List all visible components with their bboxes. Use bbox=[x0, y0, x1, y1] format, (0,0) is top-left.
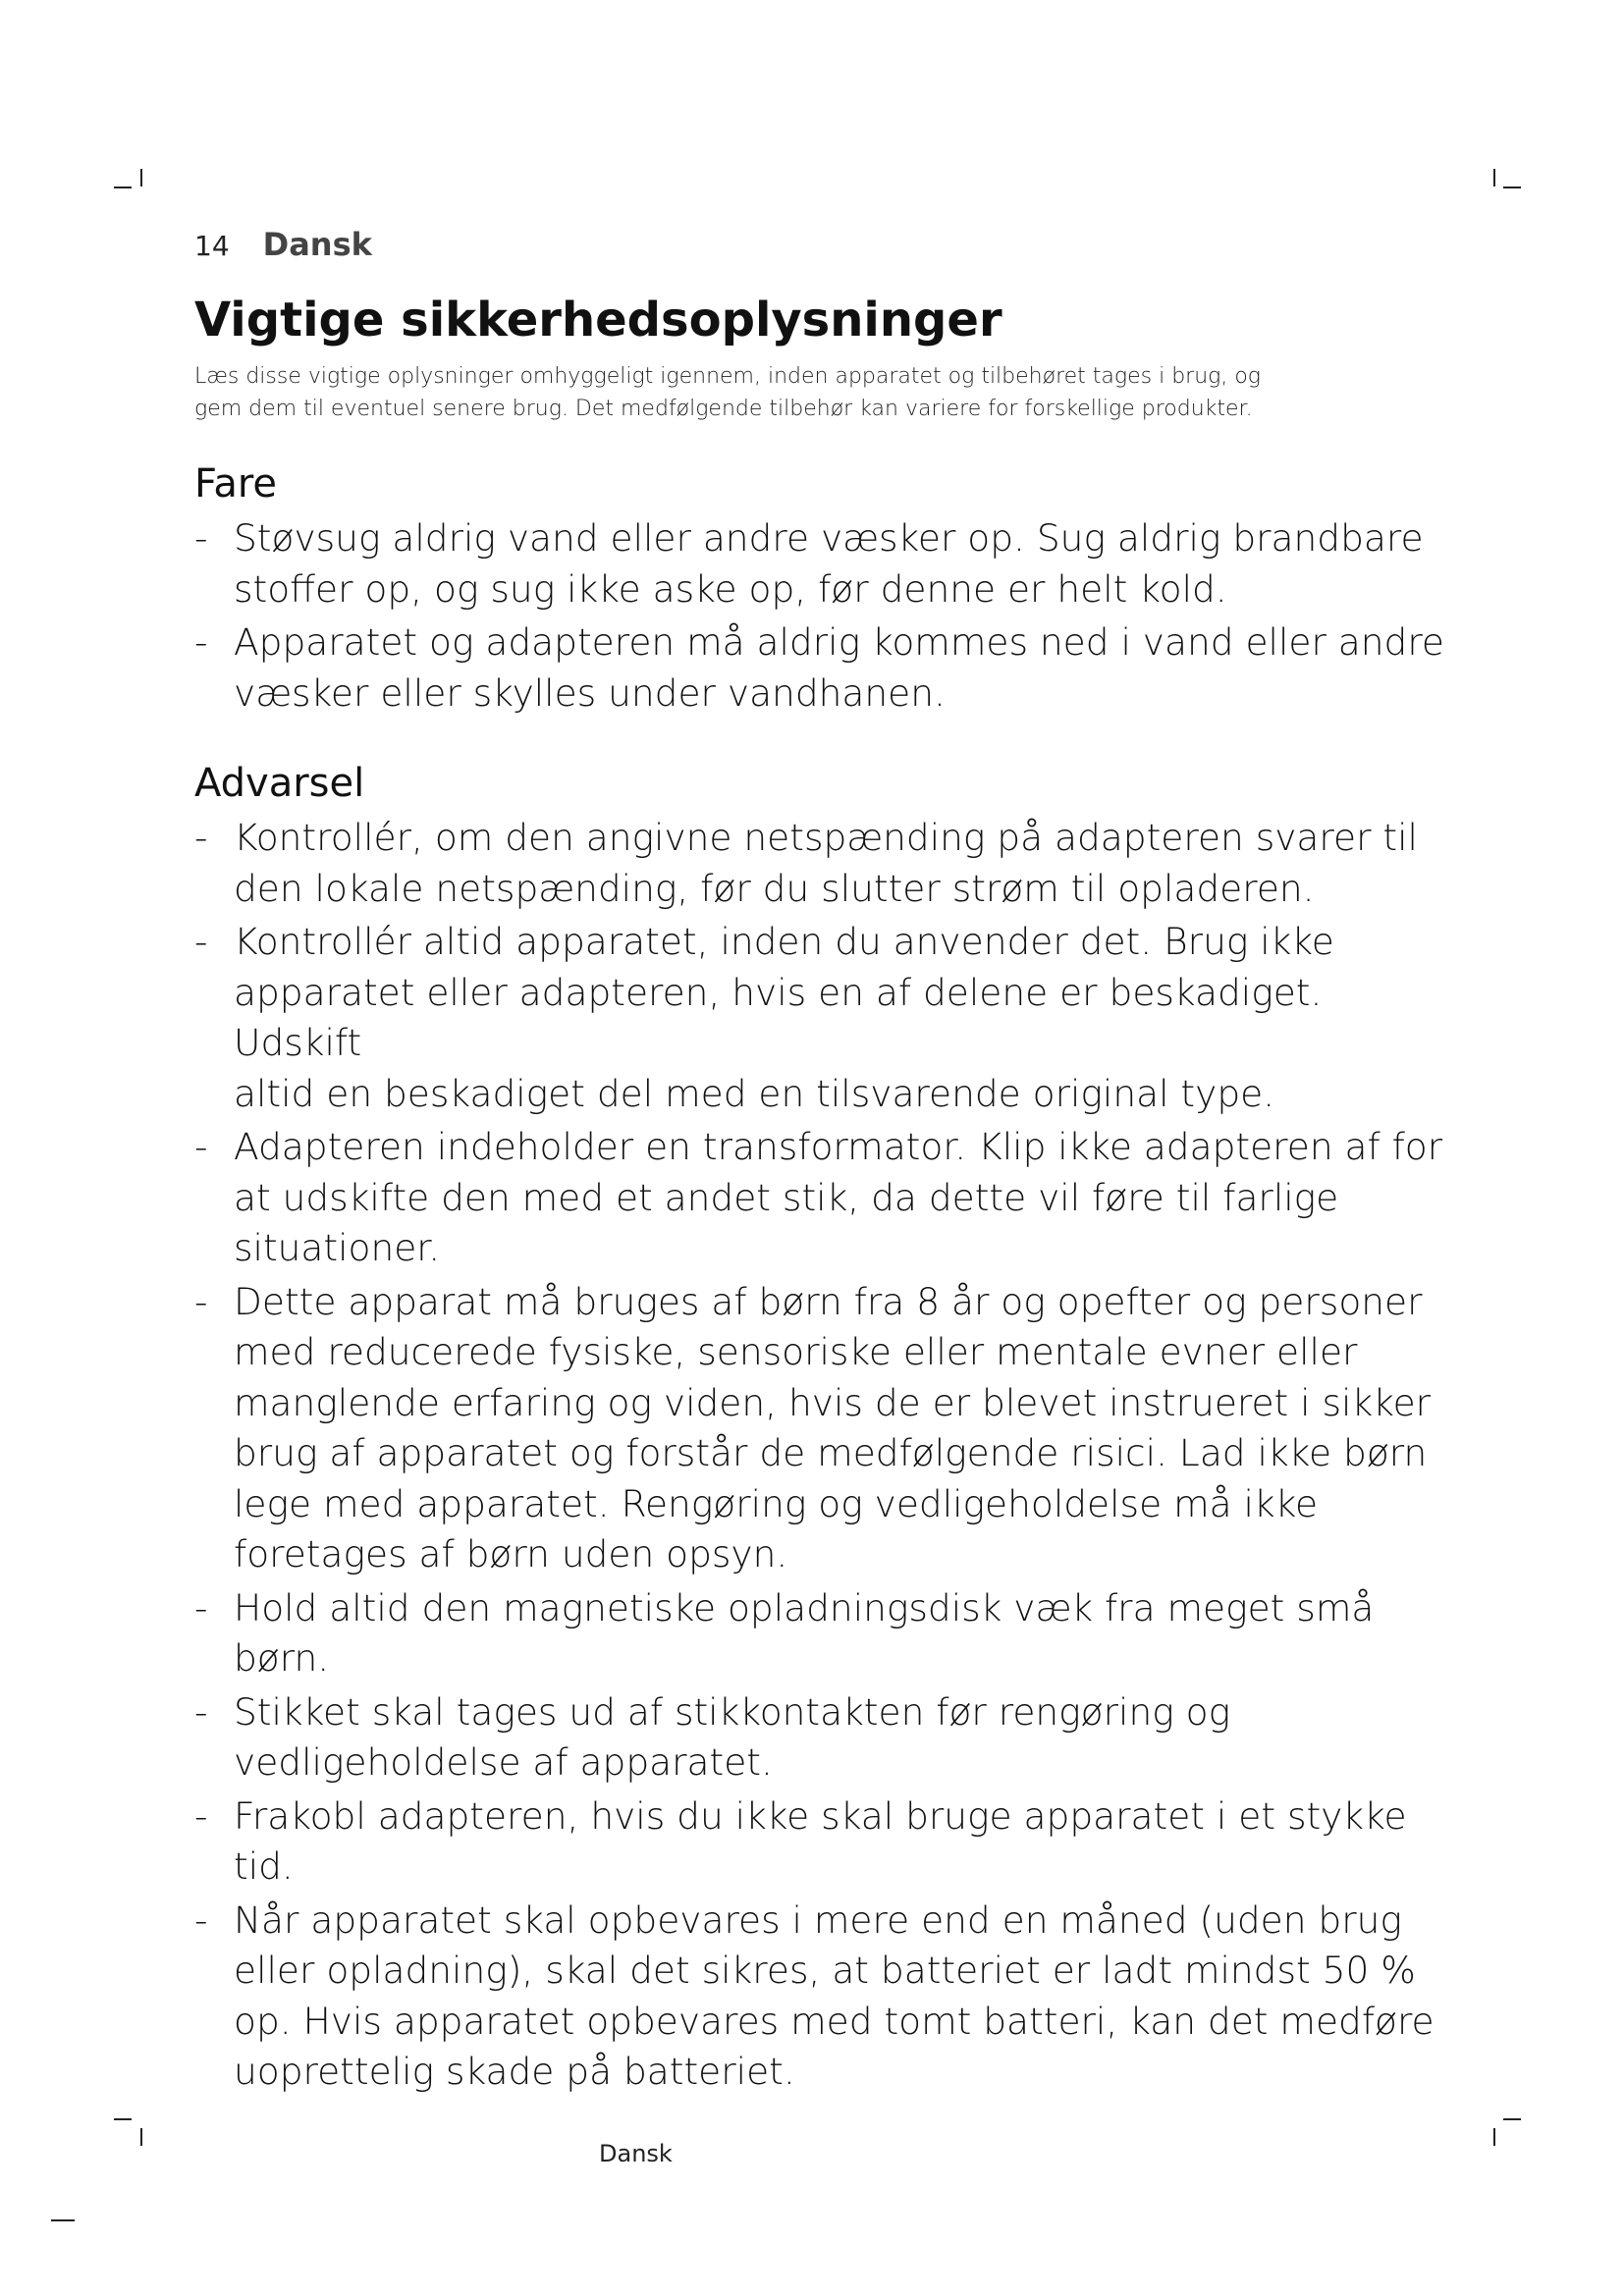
bullet-dash: - bbox=[194, 1689, 208, 1734]
bullet-dash: - bbox=[194, 620, 208, 664]
list-item bbox=[194, 1277, 1446, 1580]
bullet-dash: - bbox=[194, 516, 208, 560]
list-item-line: væsker eller skylles under vandhanen. bbox=[234, 670, 946, 715]
crop-mark-top-right-v bbox=[1493, 169, 1495, 187]
crop-mark-top-right-h bbox=[1503, 187, 1521, 188]
crop-mark-bottom-right-v bbox=[1493, 2128, 1495, 2146]
list-item-line: manglende erfaring og viden, hvis de er blevet instrueret i sikker bbox=[234, 1380, 1432, 1424]
list-item-line: Hold altid den magnetiske opladningsdisk væk fra meget små bbox=[234, 1585, 1375, 1629]
list-item-line: Kontrollér altid apparatet, inden du anvender det. Brug ikke bbox=[234, 920, 1334, 963]
list-item bbox=[194, 1896, 1446, 2098]
intro-line: Læs disse vigtige oplysninger omhyggeligt igennem, inden apparatet og tilbehøret tages i brug, og bbox=[194, 364, 1261, 389]
page-content bbox=[194, 288, 1446, 2101]
list-item-line: situationer. bbox=[234, 1226, 441, 1269]
list-item-line: Adapteren indeholder en transformator. Klip ikke adapteren af for bbox=[234, 1125, 1443, 1168]
page-number: 14 bbox=[194, 230, 230, 262]
list-item bbox=[194, 1122, 1446, 1274]
list-item-line: eller opladning), skal det sikres, at batteriet er ladt mindst 50 % bbox=[234, 1949, 1416, 1992]
list-item-line: Dette apparat må bruges af børn fra 8 år og opefter og personer bbox=[234, 1279, 1423, 1323]
section-title: Fare bbox=[194, 461, 278, 507]
list-item-line: Apparatet og adapteren må aldrig kommes ned i vand eller andre bbox=[234, 620, 1444, 664]
list-item-line: op. Hvis apparatet opbevares med tomt batteri, kan det medføre bbox=[234, 1999, 1435, 2043]
list-item-line: at udskifte den med et andet stik, da dette vil føre til farlige bbox=[234, 1175, 1339, 1219]
list-item bbox=[194, 917, 1446, 1119]
list-item-line: vedligeholdelse af apparatet. bbox=[234, 1740, 773, 1784]
list-item bbox=[194, 617, 1446, 719]
section-title: Advarsel bbox=[194, 761, 365, 806]
list-item-line: foretages af børn uden opsyn. bbox=[234, 1532, 788, 1575]
crop-mark-top-left-v bbox=[140, 169, 142, 187]
list-item-line: børn. bbox=[234, 1636, 330, 1680]
list-item-line: apparatet eller adapteren, hvis en af delene er beskadiget. Udskift bbox=[234, 970, 1323, 1064]
list-item-line: altid en beskadiget del med en tilsvarende original type. bbox=[234, 1071, 1275, 1115]
list-item-line: Støvsug aldrig vand eller andre væsker op. Sug aldrig brandbare bbox=[234, 516, 1424, 560]
list-item-line: uoprettelig skade på batteriet. bbox=[234, 2050, 795, 2093]
list-item-line: Frakobl adapteren, hvis du ikke skal bruge apparatet i et stykke bbox=[234, 1793, 1407, 1838]
crop-mark-top-left-h bbox=[114, 187, 132, 188]
crop-mark-bottom-left-h bbox=[114, 2118, 132, 2120]
crop-mark-bottom-edge bbox=[51, 2219, 75, 2221]
header-language: Dansk bbox=[262, 226, 372, 263]
bullet-dash: - bbox=[194, 920, 208, 963]
warning-list bbox=[194, 513, 1446, 719]
bullet-dash: - bbox=[194, 816, 208, 859]
list-item-line: Kontrollér, om den angivne netspænding på adapteren svarer til bbox=[234, 816, 1418, 859]
list-item-line: tid. bbox=[234, 1844, 294, 1888]
list-item bbox=[194, 1687, 1446, 1789]
list-item bbox=[194, 1583, 1446, 1684]
bullet-dash: - bbox=[194, 1279, 208, 1323]
list-item-line: lege med apparatet. Rengøring og vedligeholdelse må ikke bbox=[234, 1481, 1319, 1525]
list-item bbox=[194, 813, 1446, 914]
list-item-line: stoffer op, og sug ikke aske op, før denne er helt kold. bbox=[234, 566, 1227, 611]
bullet-dash: - bbox=[194, 1125, 208, 1168]
warning-list bbox=[194, 813, 1446, 2098]
page-footer: Dansk bbox=[599, 2140, 673, 2167]
bullet-dash: - bbox=[194, 1585, 208, 1629]
list-item-line: Stikket skal tages ud af stikkontakten før rengøring og bbox=[234, 1689, 1231, 1734]
list-item-line: brug af apparatet og forstår de medfølgende risici. Lad ikke børn bbox=[234, 1431, 1428, 1474]
bullet-dash: - bbox=[194, 1793, 208, 1838]
page-header bbox=[194, 226, 372, 263]
crop-mark-bottom-right-h bbox=[1503, 2118, 1521, 2120]
sections bbox=[194, 458, 1446, 2098]
list-item-line: den lokale netspænding, før du slutter strøm til opladeren. bbox=[234, 866, 1315, 910]
list-item-line: Når apparatet skal opbevares i mere end en måned (uden brug bbox=[234, 1897, 1402, 1942]
crop-mark-bottom-left-v bbox=[140, 2128, 142, 2146]
intro-line: gem dem til eventuel senere brug. Det medfølgende tilbehør kan variere for forskellige produkter. bbox=[194, 397, 1253, 421]
intro-paragraph bbox=[194, 360, 1446, 425]
list-item bbox=[194, 1791, 1446, 1893]
bullet-dash: - bbox=[194, 1897, 208, 1942]
page-title: Vigtige sikkerhedsoplysninger bbox=[194, 293, 1002, 347]
list-item-line: med reducerede fysiske, sensoriske eller mentale evner eller bbox=[234, 1330, 1358, 1373]
list-item bbox=[194, 513, 1446, 614]
